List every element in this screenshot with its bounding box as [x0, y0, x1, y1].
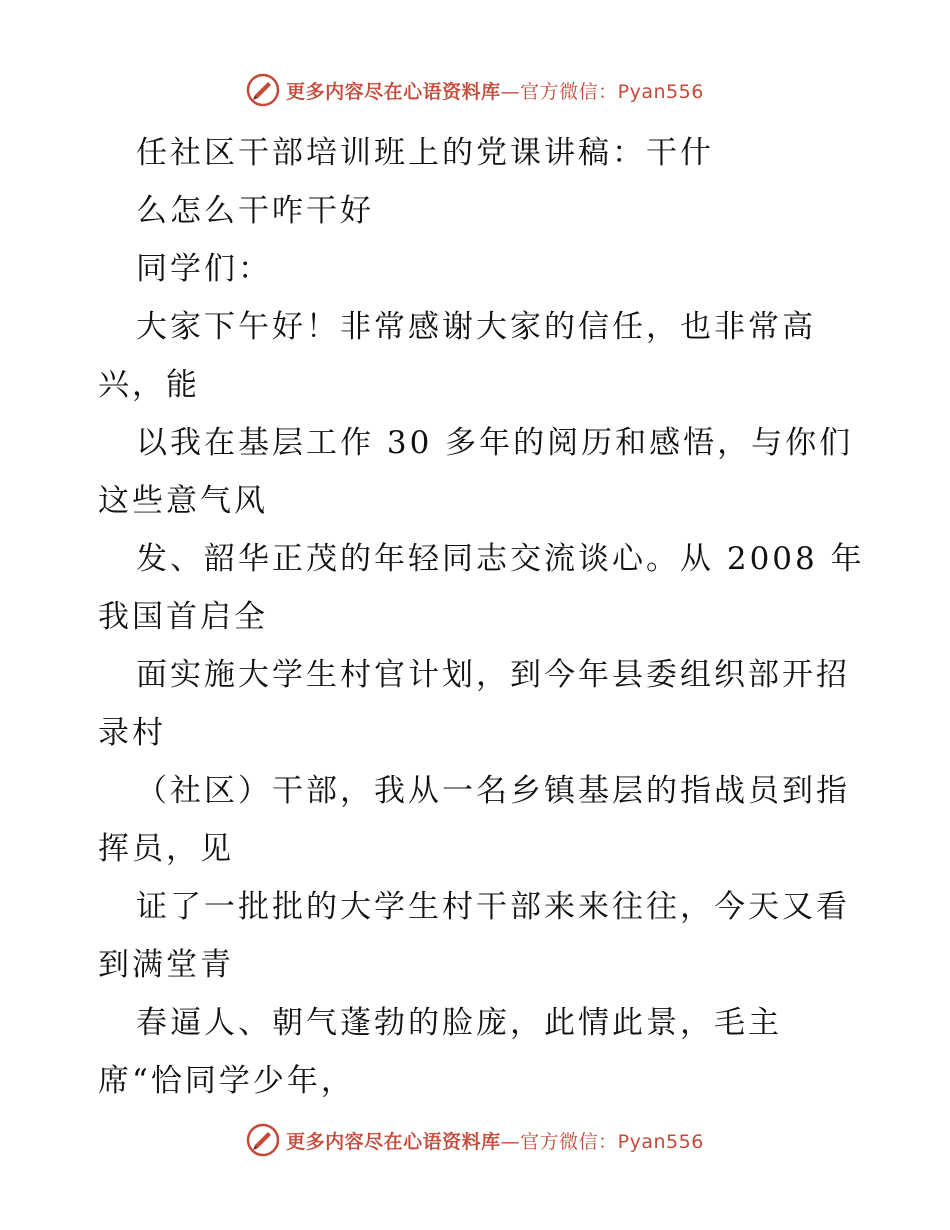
- text-line: 录村: [98, 715, 166, 751]
- pen-logo-icon: [246, 73, 280, 107]
- text-line: 春逼人、朝气蓬勃的脸庞，此情此景，毛主: [136, 1005, 782, 1041]
- text-line: 这些意气风: [98, 483, 268, 519]
- text-line: 挥员，见: [98, 831, 234, 867]
- text-line: 席“恰同学少年，: [98, 1063, 355, 1099]
- pen-logo-icon: [246, 1123, 280, 1157]
- watermark-text: [286, 77, 704, 104]
- watermark-text: [286, 1127, 704, 1154]
- text-line: 证了一批批的大学生村干部来来往往，今天又看: [136, 889, 850, 925]
- text-line: 我国首启全: [98, 599, 268, 635]
- text-line: 面实施大学生村官计划，到今年县委组织部开招: [136, 657, 850, 693]
- watermark-brand: 更多内容尽在心语资料库: [286, 1130, 501, 1153]
- text-line: 同学们：: [136, 251, 272, 287]
- watermark-separator: —: [500, 80, 521, 103]
- watermark-separator: —: [500, 1130, 521, 1153]
- document-body: [98, 124, 865, 1110]
- document-title-line-1: 任社区干部培训班上的党课讲稿：干什: [136, 135, 714, 171]
- footer-watermark: [0, 1120, 950, 1160]
- text-line: 到满堂青: [98, 947, 234, 983]
- text-line: 以我在基层工作 30 多年的阅历和感悟，与你们: [136, 425, 854, 461]
- document-title-line-2: 么怎么干咋干好: [136, 193, 374, 229]
- text-line: 大家下午好！非常感谢大家的信任，也非常高: [136, 309, 816, 345]
- watermark-wechat: 官方微信：Pyan556: [520, 80, 704, 103]
- paragraph-list: [98, 240, 865, 1110]
- text-line: 发、韶华正茂的年轻同志交流谈心。从 2008 年: [136, 541, 865, 577]
- text-line: 兴，能: [98, 367, 200, 403]
- watermark-brand: 更多内容尽在心语资料库: [286, 80, 501, 103]
- watermark-wechat: 官方微信：Pyan556: [520, 1130, 704, 1153]
- header-watermark: [0, 70, 950, 110]
- text-line: （社区）干部，我从一名乡镇基层的指战员到指: [136, 773, 850, 809]
